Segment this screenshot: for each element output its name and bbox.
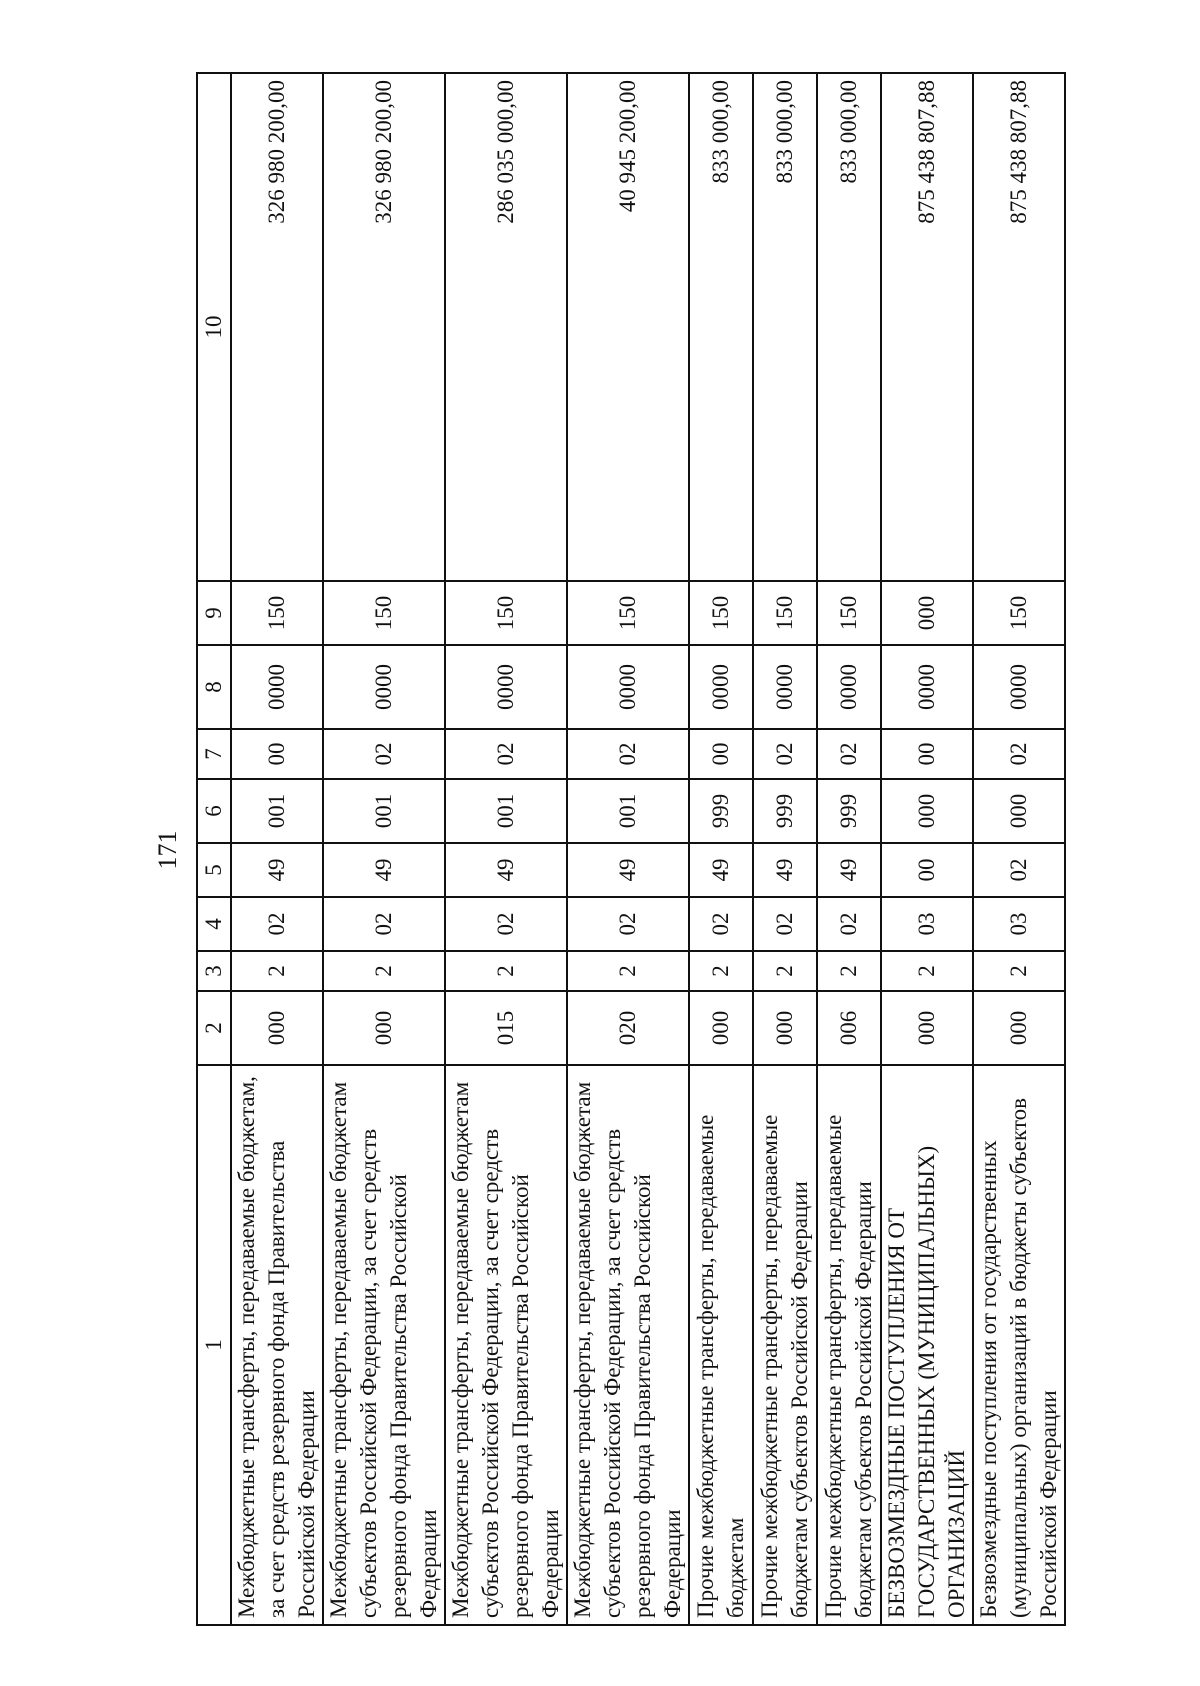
code-cell: 001 <box>445 779 567 843</box>
table-row <box>445 73 567 1625</box>
row-name: Межбюджетные трансферты, передаваемые бюджетам субъектов Российской Федерации, за счет средств резервного фонда Правительства Российской Федерации <box>445 1065 567 1625</box>
code-cell: 999 <box>689 779 753 843</box>
document-page <box>148 74 1061 1626</box>
table-row <box>881 73 973 1625</box>
code-cell: 150 <box>973 581 1065 645</box>
code-cell: 000 <box>881 991 973 1065</box>
amount-cell: 326 980 200,00 <box>231 73 323 581</box>
revenue-table <box>196 72 1066 1626</box>
column-header: 2 <box>197 991 231 1065</box>
code-cell: 150 <box>689 581 753 645</box>
amount-cell: 326 980 200,00 <box>323 73 445 581</box>
code-cell: 000 <box>689 991 753 1065</box>
code-cell: 02 <box>445 897 567 951</box>
code-cell: 2 <box>973 951 1065 991</box>
column-header: 1 <box>197 1065 231 1625</box>
code-cell: 49 <box>445 843 567 897</box>
code-cell: 2 <box>817 951 881 991</box>
code-cell: 02 <box>817 897 881 951</box>
column-header: 10 <box>197 73 231 581</box>
code-cell: 000 <box>973 991 1065 1065</box>
code-cell: 150 <box>445 581 567 645</box>
code-cell: 02 <box>753 897 817 951</box>
code-cell: 49 <box>231 843 323 897</box>
amount-cell: 40 945 200,00 <box>567 73 689 581</box>
column-header: 7 <box>197 729 231 779</box>
code-cell: 02 <box>973 843 1065 897</box>
table-row <box>231 73 323 1625</box>
code-cell: 02 <box>567 729 689 779</box>
code-cell: 00 <box>881 729 973 779</box>
code-cell: 150 <box>817 581 881 645</box>
code-cell: 2 <box>689 951 753 991</box>
code-cell: 0000 <box>973 645 1065 729</box>
code-cell: 0000 <box>753 645 817 729</box>
row-name: Межбюджетные трансферты, передаваемые бюджетам, за счет средств резервного фонда Правительства Российской Федерации <box>231 1065 323 1625</box>
code-cell: 02 <box>973 729 1065 779</box>
code-cell: 0000 <box>881 645 973 729</box>
code-cell: 02 <box>567 897 689 951</box>
code-cell: 2 <box>323 951 445 991</box>
code-cell: 2 <box>753 951 817 991</box>
table-row <box>323 73 445 1625</box>
code-cell: 150 <box>567 581 689 645</box>
amount-cell: 875 438 807,88 <box>881 73 973 581</box>
row-name: БЕЗВОЗМЕЗДНЫЕ ПОСТУПЛЕНИЯ ОТ ГОСУДАРСТВЕННЫХ (МУНИЦИПАЛЬНЫХ) ОРГАНИЗАЦИЙ <box>881 1065 973 1625</box>
table-row <box>753 73 817 1625</box>
code-cell: 006 <box>817 991 881 1065</box>
table-row <box>689 73 753 1625</box>
amount-cell: 875 438 807,88 <box>973 73 1065 581</box>
table-row <box>817 73 881 1625</box>
column-header: 3 <box>197 951 231 991</box>
code-cell: 999 <box>753 779 817 843</box>
code-cell: 150 <box>231 581 323 645</box>
code-cell: 001 <box>323 779 445 843</box>
code-cell: 00 <box>689 729 753 779</box>
table-row <box>567 73 689 1625</box>
code-cell: 03 <box>973 897 1065 951</box>
code-cell: 2 <box>231 951 323 991</box>
code-cell: 02 <box>445 729 567 779</box>
code-cell: 00 <box>881 843 973 897</box>
code-cell: 2 <box>881 951 973 991</box>
code-cell: 2 <box>567 951 689 991</box>
column-header: 5 <box>197 843 231 897</box>
amount-cell: 833 000,00 <box>753 73 817 581</box>
code-cell: 000 <box>881 779 973 843</box>
code-cell: 015 <box>445 991 567 1065</box>
row-name: Прочие межбюджетные трансферты, передаваемые бюджетам субъектов Российской Федерации <box>817 1065 881 1625</box>
amount-cell: 833 000,00 <box>817 73 881 581</box>
row-name: Безвозмездные поступления от государственных (муниципальных) организаций в бюджеты субъектов Российской Федерации <box>973 1065 1065 1625</box>
code-cell: 999 <box>817 779 881 843</box>
row-name: Межбюджетные трансферты, передаваемые бюджетам субъектов Российской Федерации, за счет средств резервного фонда Правительства Российской Федерации <box>567 1065 689 1625</box>
column-header: 6 <box>197 779 231 843</box>
code-cell: 49 <box>753 843 817 897</box>
column-header: 9 <box>197 581 231 645</box>
code-cell: 03 <box>881 897 973 951</box>
code-cell: 02 <box>323 729 445 779</box>
row-name: Прочие межбюджетные трансферты, передаваемые бюджетам <box>689 1065 753 1625</box>
code-cell: 02 <box>689 897 753 951</box>
code-cell: 000 <box>323 991 445 1065</box>
table-header-row <box>197 73 231 1625</box>
page-number: 171 <box>153 830 182 870</box>
column-header: 4 <box>197 897 231 951</box>
code-cell: 150 <box>753 581 817 645</box>
code-cell: 0000 <box>817 645 881 729</box>
code-cell: 2 <box>445 951 567 991</box>
code-cell: 150 <box>323 581 445 645</box>
code-cell: 02 <box>231 897 323 951</box>
code-cell: 020 <box>567 991 689 1065</box>
code-cell: 49 <box>817 843 881 897</box>
code-cell: 49 <box>567 843 689 897</box>
code-cell: 0000 <box>689 645 753 729</box>
amount-cell: 286 035 000,00 <box>445 73 567 581</box>
code-cell: 000 <box>881 581 973 645</box>
code-cell: 0000 <box>231 645 323 729</box>
code-cell: 000 <box>973 779 1065 843</box>
code-cell: 000 <box>231 991 323 1065</box>
code-cell: 02 <box>753 729 817 779</box>
code-cell: 000 <box>753 991 817 1065</box>
code-cell: 0000 <box>567 645 689 729</box>
table-row <box>973 73 1065 1625</box>
code-cell: 0000 <box>445 645 567 729</box>
row-name: Межбюджетные трансферты, передаваемые бюджетам субъектов Российской Федерации, за счет средств резервного фонда Правительства Российской Федерации <box>323 1065 445 1625</box>
code-cell: 001 <box>231 779 323 843</box>
code-cell: 02 <box>323 897 445 951</box>
code-cell: 0000 <box>323 645 445 729</box>
code-cell: 001 <box>567 779 689 843</box>
code-cell: 00 <box>231 729 323 779</box>
code-cell: 02 <box>817 729 881 779</box>
code-cell: 49 <box>323 843 445 897</box>
code-cell: 49 <box>689 843 753 897</box>
column-header: 8 <box>197 645 231 729</box>
amount-cell: 833 000,00 <box>689 73 753 581</box>
row-name: Прочие межбюджетные трансферты, передаваемые бюджетам субъектов Российской Федерации <box>753 1065 817 1625</box>
